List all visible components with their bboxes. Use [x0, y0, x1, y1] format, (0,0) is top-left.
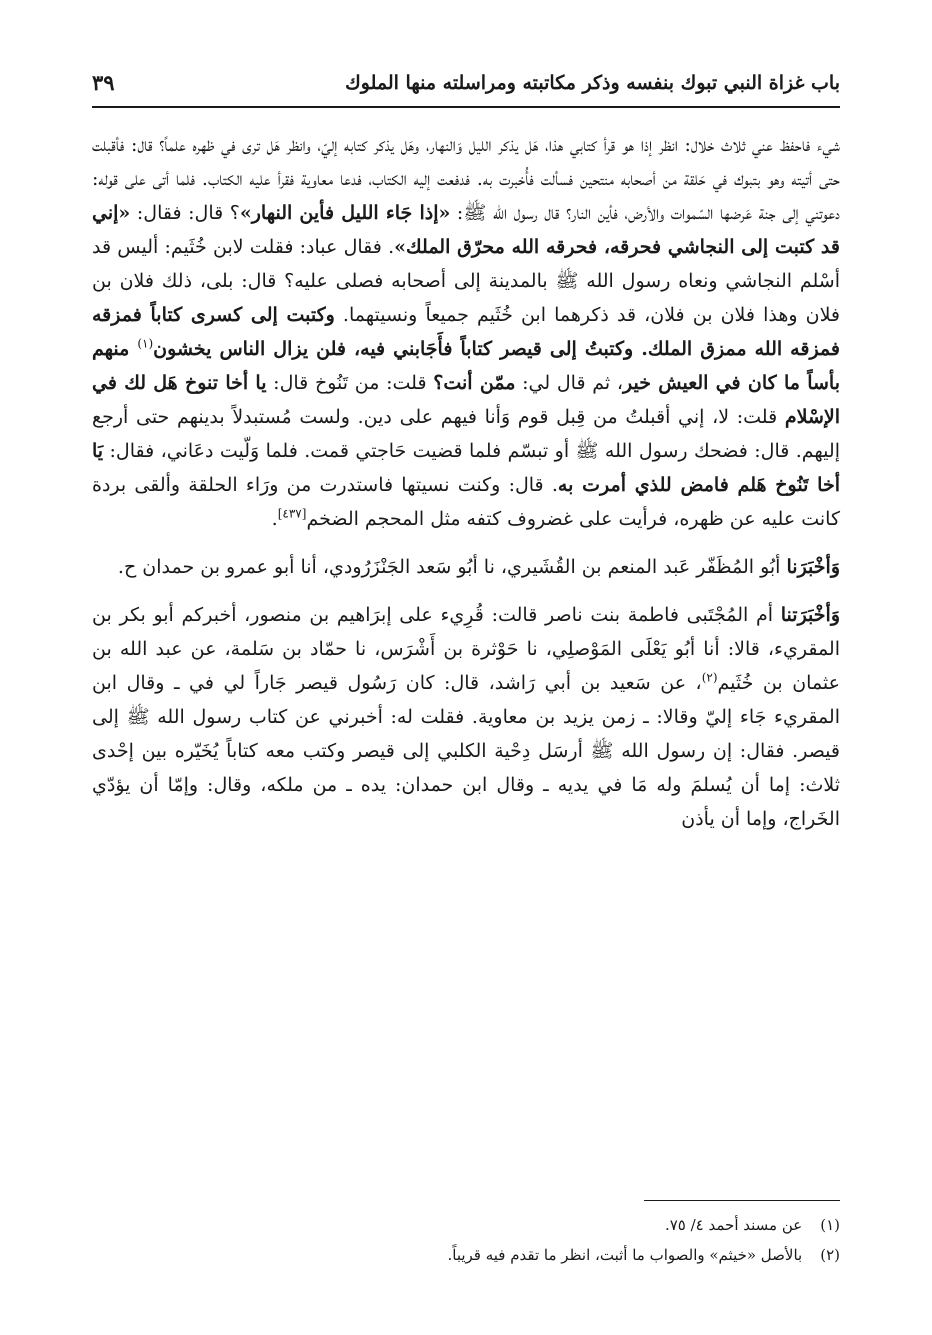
header-rule	[92, 106, 840, 108]
footnote-1	[92, 1210, 840, 1240]
footnote-text: بالأصل «خيثم» والصواب ما أثبت، انظر ما تقدم فيه قريباً.	[447, 1246, 803, 1264]
bold-text-run: منهم بأساً ما كان في العيش خير	[92, 338, 840, 394]
text-run: أم المُجْتَبى فاطمة بنت ناصر قالت: قُرِيء على إبرَاهيم بن منصور، أخبركم أبو بكر بن المقريء، قالا: أنا أبُو يَعْلَى المَوْصلِي، نا حَوْثرة بن أَشْرَس، نا حمّاد بن سَلمة، عن عبد الله بن عثمان بن خُثَيم	[92, 604, 841, 694]
text-run: .	[271, 508, 278, 530]
bold-text-run: «إني قد كتبت إلى النجاشي فحرقه، فحرقه الله محرّق الملك»	[92, 202, 840, 258]
bold-text-run: وَأخْبَرَنا	[786, 556, 840, 578]
text-run: . قال: وكنت نسيتها فاستدرت من ورَاء الحلقة وألقى بردة كانت عليه عن ظهره، فرأيت على غضروف كتفه مثل المحجم الضخم	[92, 474, 840, 530]
paragraph-2	[92, 550, 840, 584]
text-run: ، عن سَعيد بن أبي رَاشد، قال: كان رَسُول قيصر جَاراً لي في ـ وقال ابن المقريء جَاء إليّ وقالا: ـ زمن يزيد بن معاوية. فقلت له: أخبرني عن كتاب رسول الله ﷺ إلى قيصر. فقال: إن رسول الله ﷺ أرسَل دِحْية الكلبي إلى قيصر وكتب معه كتاباً يُخَيّره بين إحْدى ثلاث: إما أن يُسلمَ وله مَا في يديه ـ وقال ابن حمدان: يده ـ من ملكه، وقال: وإمّا أن يؤدّي الخَراج، وإما أن يأذن	[92, 672, 840, 830]
text-run: قلت: من تَنُوخ قال:	[266, 372, 434, 394]
page-number: ٣٩	[92, 70, 115, 95]
footnote-2	[92, 1240, 840, 1270]
running-title: باب غزاة النبي تبوك بنفسه وذكر مكاتبته ومراسلته منها الملوك	[345, 72, 840, 94]
paragraph-3	[92, 598, 840, 836]
text-run: شيء فاحفظ عني ثلاث خلال: انظر إذا هو قرأ كتابي هذا، هَل يذكر الليل وَالنهار، وهَل يذكر كتابه إليّ، وانظر هَل ترى في ظهره علماً؟ قال: فأقبلت حتى أتيته وهو بتبوك في حَلقة من أصحابه منتحين فسألت فأُخبرت به. فدفعت إليه الكتاب، فدعا معاوية فقرأ عليه الكتاب. فلما أتى على قوله: دعوتني إلى جنة عَرضها السّموات والأرض، فأين النار؟ قال رسول الله ﷺ:	[92, 134, 840, 224]
footnotes	[92, 1210, 840, 1270]
footnote-rule	[644, 1200, 840, 1201]
text-run: أبُو المُظَفّر عَبد المنعم بن القُشَيري، نا أبُو سَعد الجَنْزَرُودي، أنا أبو عمرو بن حمدان ح.	[117, 556, 787, 578]
footnote-number: (١)	[820, 1216, 840, 1234]
footnote-reference: (١)	[137, 336, 154, 351]
text-run: قلت: لا، إني أقبلتُ من قِبل قوم وَأنا فيهم على دين. ولست مُستبدلاً بدينهم حتى أرجع إليهم. قال: فضحك رسول الله ﷺ أو تبسّم فلما قضيت حَاجتي قمت. فلما وَلّيت دعَاني، فقال:	[92, 406, 840, 462]
bold-text-run: ممّن أنت؟	[433, 372, 516, 394]
footnote-reference: (٢)	[701, 670, 718, 685]
bold-text-run: يَا أخا تَنُوخ هَلم فامض للذي أمرت به	[92, 440, 840, 496]
bold-text-run: «إذا جَاء الليل فأين النهار»	[239, 202, 451, 224]
footnote-reference: [٤٣٧]	[277, 506, 307, 521]
paragraph-1	[92, 128, 840, 536]
text-run: ، ثم قال لي:	[515, 372, 624, 394]
bold-text-run: وَأخْبَرَتنا	[780, 604, 840, 626]
body-text	[92, 128, 840, 836]
footnote-text: عن مسند أحمد ٤/ ٧٥.	[664, 1216, 803, 1234]
bold-text-run: وكتبت إلى كسرى كتاباً فمزقه فمزقه الله ممزق الملك. وكتبتُ إلى قيصر كتاباً فأَجَابني فيه، فلن يزال الناس يخشون	[92, 304, 840, 360]
bold-text-run: يا أخا تنوخ هَل لك في الإسْلام	[92, 372, 840, 428]
text-run: . فقال عباد: فقلت لابن خُثَيم: أليس قد أسْلم النجاشي ونعاه رسول الله ﷺ بالمدينة إلى أصحابه فصلى عليه؟ قال: بلى، ذلك فلان بن فلان وهذا فلان بن فلان، قد ذكرهما ابن خُثَيم جميعاً ونسيتهما.	[92, 236, 840, 326]
text-run: ؟ قال: فقال:	[130, 202, 240, 224]
footnote-number: (٢)	[820, 1246, 840, 1264]
running-header	[92, 70, 840, 104]
